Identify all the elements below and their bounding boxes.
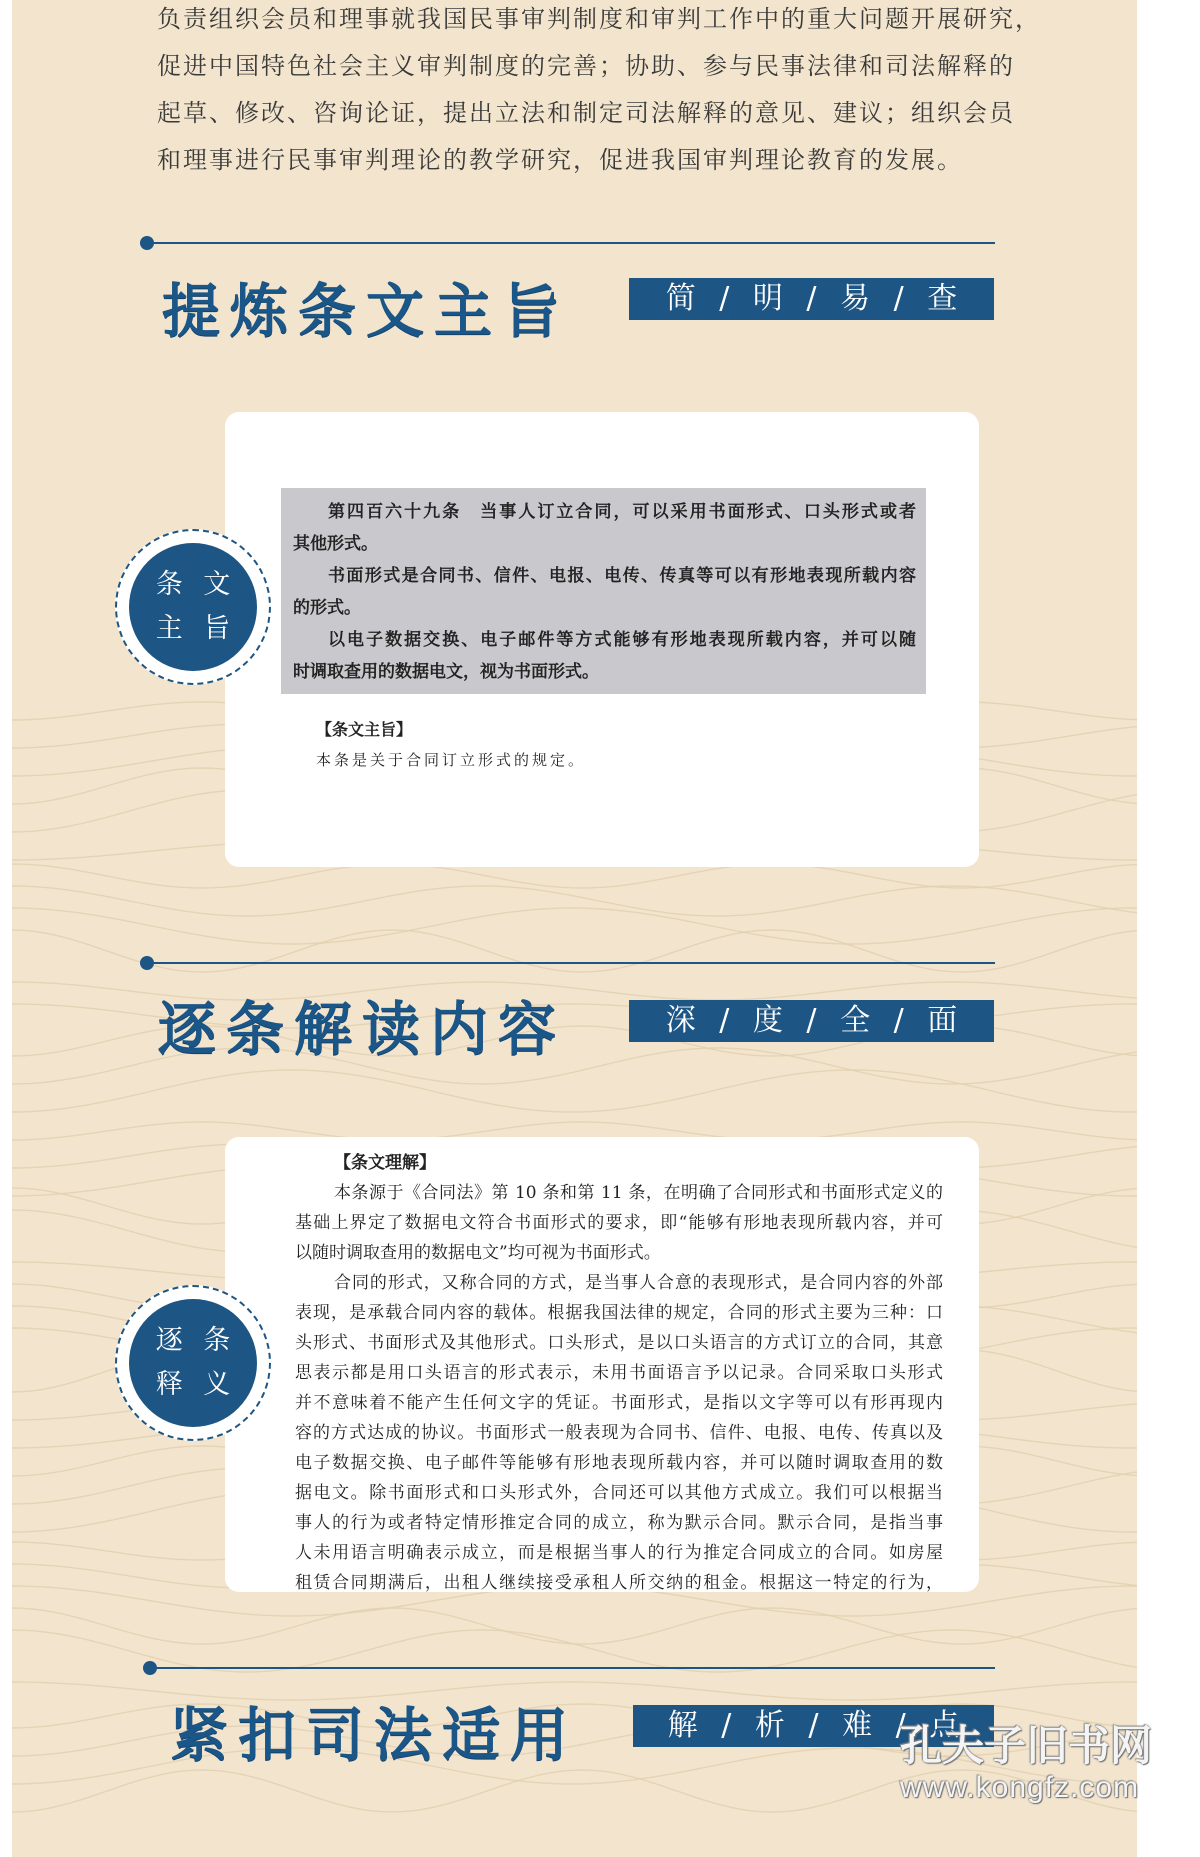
- section-divider: [143, 1661, 995, 1675]
- intro-line: 起草、修改、咨询论证，提出立法和制定司法解释的意见、建议；组织会员: [157, 99, 1015, 127]
- intro-line: 负责组织会员和理事就我国民事审判制度和审判工作中的重大问题开展研究，: [157, 5, 1041, 33]
- badge-label-line: 主 旨: [155, 613, 237, 644]
- wave-line: [12, 886, 1137, 916]
- intro-paragraph: [157, 0, 1117, 184]
- divider-rule: [147, 962, 995, 964]
- watermark-name: 孔夫子旧书网: [900, 1721, 1153, 1770]
- watermark-url: www.kongfz.com: [900, 1771, 1140, 1804]
- badge-label-line: 释 义: [155, 1369, 237, 1400]
- interpretation-line: 并不意味着不能产生任何文字的凭证。书面形式，是指以文字等可以有形再现内: [295, 1393, 943, 1413]
- interpretation-line: 租赁合同期满后，出租人继续接受承租人所交纳的租金。根据这一特定的行为，: [295, 1573, 943, 1592]
- excerpt-line: 以电子数据交换、电子邮件等方式能够有形地表现所载内容，并可以随: [328, 630, 916, 650]
- article-gist-card: [225, 412, 979, 867]
- wave-line: [12, 908, 1137, 944]
- intro-line: 促进中国特色社会主义审判制度的完善；协助、参与民事法律和司法解释的: [157, 52, 1015, 80]
- article-excerpt-box: [281, 488, 926, 694]
- interpretation-line: 据电文。除书面形式和口头形式外，合同还可以其他方式成立。我们可以根据当: [295, 1483, 943, 1503]
- interpretation-line: 事人的行为或者特定情形推定合同的成立，称为默示合同。默示合同，是指当事: [295, 1513, 943, 1533]
- section-tag-difficulties: 解 / 析 / 难 / 点: [633, 1705, 994, 1747]
- section-tag-depth: 深 / 度 / 全 / 面: [629, 1000, 994, 1042]
- note-heading: 【条文主旨】: [316, 720, 413, 739]
- badge-label-line: 逐 条: [155, 1325, 237, 1356]
- interpretation-line: 电子数据交换、电子邮件等能够有形地表现所载内容，并可以随时调取查用的数: [295, 1453, 943, 1473]
- section-title-interpretation: 逐条解读内容: [158, 995, 567, 1063]
- interpretation-line: 本条源于《合同法》第 10 条和第 11 条，在明确了合同形式和书面形式定义的: [334, 1183, 943, 1203]
- intro-line: 和理事进行民事审判理论的教学研究，促进我国审判理论教育的发展。: [157, 146, 963, 174]
- badge-label-line: 条 文: [155, 569, 237, 600]
- excerpt-line: 书面形式是合同书、信件、电报、电传、传真等可以有形地表现所载内容: [328, 566, 916, 586]
- section-title-article-gist: 提炼条文主旨: [162, 277, 571, 345]
- section-divider: [140, 236, 995, 250]
- badge-article-gist: [115, 529, 271, 685]
- interpretation-line: 基础上界定了数据电文符合书面形式的要求，即“能够有形地表现所载内容，并可: [295, 1213, 943, 1233]
- excerpt-line: 第四百六十九条 当事人订立合同，可以采用书面形式、口头形式或者: [328, 502, 916, 522]
- wave-line: [12, 864, 1137, 888]
- section-title-judicial-application: 紧扣司法适用: [170, 1701, 579, 1769]
- interpretation-line: 容的方式达成的协议。书面形式一般表现为合同书、信件、电报、电传、传真以及: [295, 1423, 943, 1443]
- interpretation-card: [225, 1137, 979, 1592]
- divider-rule: [150, 1667, 995, 1669]
- interpretation-line: 表现，是承载合同内容的载体。根据我国法律的规定，合同的形式主要为三种：口: [295, 1303, 943, 1323]
- interpretation-line: 以随时调取查用的数据电文”均可视为书面形式。: [295, 1243, 661, 1263]
- interpretation-heading: 【条文理解】: [334, 1153, 436, 1173]
- excerpt-line: 时调取查用的数据电文，视为书面形式。: [293, 662, 599, 682]
- interpretation-line: 合同的形式，又称合同的方式，是当事人合意的表现形式，是合同内容的外部: [334, 1273, 943, 1293]
- section-tag-concise: 简 / 明 / 易 / 查: [629, 278, 994, 320]
- wave-line: [12, 1682, 1137, 1700]
- article-gist-note: [316, 714, 586, 776]
- badge-inner-circle: [129, 543, 257, 671]
- interpretation-line: 思表示都是用口头语言的形式表示，未用书面语言予以记录。合同采取口头形式: [295, 1363, 943, 1383]
- section-divider: [140, 956, 995, 970]
- wave-line: [12, 1070, 1137, 1112]
- excerpt-line: 的形式。: [293, 598, 361, 618]
- interpretation-text: [295, 1148, 943, 1592]
- watermark: [900, 1720, 1152, 1804]
- interpretation-line: 头形式、书面形式及其他形式。口头形式，是以口头语言的方式订立的合同，其意: [295, 1333, 943, 1353]
- divider-rule: [147, 242, 995, 244]
- excerpt-line: 其他形式。: [293, 534, 378, 554]
- wave-line: [12, 1608, 1137, 1644]
- badge-inner-circle: [129, 1299, 257, 1427]
- interpretation-line: 人未用语言明确表示成立，而是根据当事人的行为推定合同成立的合同。如房屋: [295, 1543, 943, 1563]
- badge-interpretation: [115, 1285, 271, 1441]
- note-text: 本条是关于合同订立形式的规定。: [316, 751, 587, 769]
